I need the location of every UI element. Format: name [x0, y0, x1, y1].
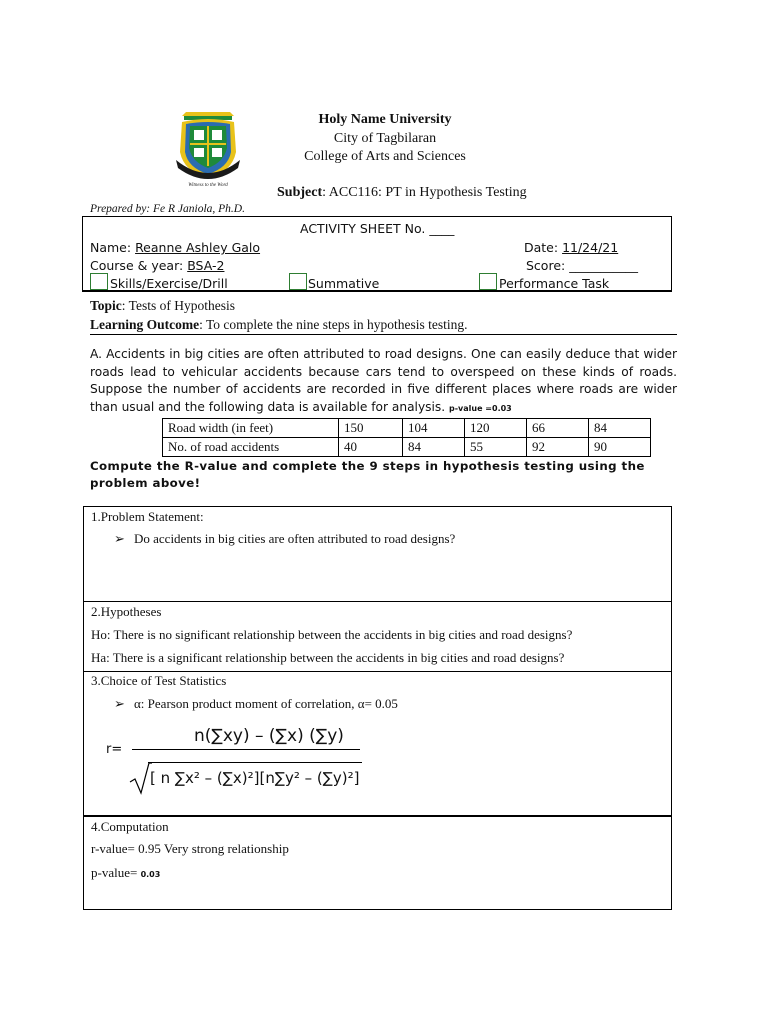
step-bullet: [114, 696, 398, 712]
arrow-icon: ➢: [114, 531, 125, 546]
formula-numerator: n(∑xy) – (∑x) (∑y): [194, 726, 344, 746]
score-line: [526, 258, 638, 273]
name-value: Reanne Ashley Galo: [135, 240, 261, 255]
null-hypothesis: Ho: There is no significant relationship between the accidents in big cities and road designs?: [91, 627, 573, 642]
topic-label: Topic: [90, 298, 122, 313]
step-hypotheses: [84, 602, 671, 672]
course-value: BSA-2: [187, 258, 225, 273]
subject-label: Subject: [277, 185, 323, 200]
table-cell: 150: [339, 419, 403, 438]
skills-option-label: Skills/Exercise/Drill: [110, 276, 228, 291]
problem-text: A. Accidents in big cities are often attributed to road designs. One can easily deduce that wider roads lead to vehicular accidents because cars tend to overspeed on these kinds of roads. Suppose the number of accidents are recorded in five different places where roads are wider than usual and the following data is available for analysis.: [90, 347, 677, 414]
arrow-icon: ➢: [114, 696, 125, 711]
topic-value: : Tests of Hypothesis: [121, 298, 235, 313]
university-name: Holy Name University: [318, 112, 452, 127]
table-cell: 90: [589, 438, 651, 457]
performance-task-checkbox[interactable]: [479, 273, 497, 290]
table-cell: 40: [339, 438, 403, 457]
task-instruction: Compute the R-value and complete the 9 steps in hypothesis testing using the problem above!: [90, 459, 645, 490]
fraction-bar: [132, 749, 360, 750]
summative-checkbox[interactable]: [289, 273, 307, 290]
table-cell: 84: [403, 438, 465, 457]
steps-box: [83, 506, 672, 910]
step-computation: [84, 816, 671, 909]
college-name: College of Arts and Sciences: [304, 149, 466, 164]
city-name: City of Tagbilaran: [333, 131, 437, 146]
step-title: 1.Problem Statement:: [91, 509, 204, 524]
table-cell: 120: [465, 419, 527, 438]
topic-line: [90, 298, 235, 314]
sqrt-bar: [148, 762, 362, 763]
p-value-label: p-value=: [91, 865, 141, 880]
step-test-statistics: [84, 672, 671, 816]
prepared-by: Prepared by: Fe R Janiola, Ph.D.: [90, 203, 245, 215]
formula-denominator: [ n ∑x² – (∑x)²][n∑y² – (∑y)²]: [150, 769, 360, 787]
table-row-label: Road width (in feet): [163, 419, 339, 438]
table-row-label: No. of road accidents: [163, 438, 339, 457]
date-value: 11/24/21: [562, 240, 619, 255]
divider: [90, 334, 677, 335]
date-line: [524, 240, 618, 255]
subject-value: : ACC116: PT in Hypothesis Testing: [322, 185, 527, 200]
score-value: ___________: [569, 258, 638, 273]
sqrt-icon: [128, 762, 152, 796]
step-title: 4.Computation: [91, 819, 169, 834]
p-value: 0.03: [140, 870, 161, 879]
problem-pvalue-note: p-value =0.03: [449, 403, 512, 413]
learning-outcome-line: [90, 317, 468, 333]
step-title: 2.Hypotheses: [91, 604, 162, 619]
performance-task-option-label: Performance Task: [499, 276, 610, 291]
score-label: Score:: [526, 258, 570, 273]
r-value-line: r-value= 0.95 Very strong relationship: [91, 841, 289, 856]
problem-paragraph: [90, 346, 677, 417]
svg-text:Witness to the Word: Witness to the Word: [188, 183, 228, 188]
table-row: [163, 419, 651, 438]
outcome-label: Learning Outcome: [90, 317, 200, 332]
alternative-hypothesis: Ha: There is a significant relationship between the accidents in big cities and road designs?: [91, 650, 565, 665]
step-problem-statement: [84, 507, 671, 602]
formula-lhs: r=: [106, 742, 123, 757]
table-cell: 66: [527, 419, 589, 438]
table-cell: 55: [465, 438, 527, 457]
outcome-value: : To complete the nine steps in hypothesis testing.: [199, 317, 468, 332]
skills-checkbox[interactable]: [90, 273, 108, 290]
p-value-line: [91, 865, 160, 881]
step-title: 3.Choice of Test Statistics: [91, 673, 227, 688]
activity-title: ACTIVITY SHEET No. ____: [300, 221, 455, 236]
subject-line: [277, 185, 527, 201]
table-cell: 104: [403, 419, 465, 438]
data-table: [162, 418, 651, 457]
university-logo: [172, 108, 244, 188]
course-line: [90, 258, 224, 273]
table-row: [163, 438, 651, 457]
summative-option-label: Summative: [308, 276, 380, 291]
table-cell: 84: [589, 419, 651, 438]
date-label: Date:: [524, 240, 563, 255]
problem-statement-text: Do accidents in big cities are often attributed to road designs?: [134, 531, 456, 546]
name-label: Name:: [90, 240, 136, 255]
name-line: [90, 240, 260, 255]
step-bullet: [114, 531, 455, 547]
table-cell: 92: [527, 438, 589, 457]
test-statistic-text: α: Pearson product moment of correlation, α= 0.05: [134, 696, 398, 711]
course-label: Course & year:: [90, 258, 188, 273]
